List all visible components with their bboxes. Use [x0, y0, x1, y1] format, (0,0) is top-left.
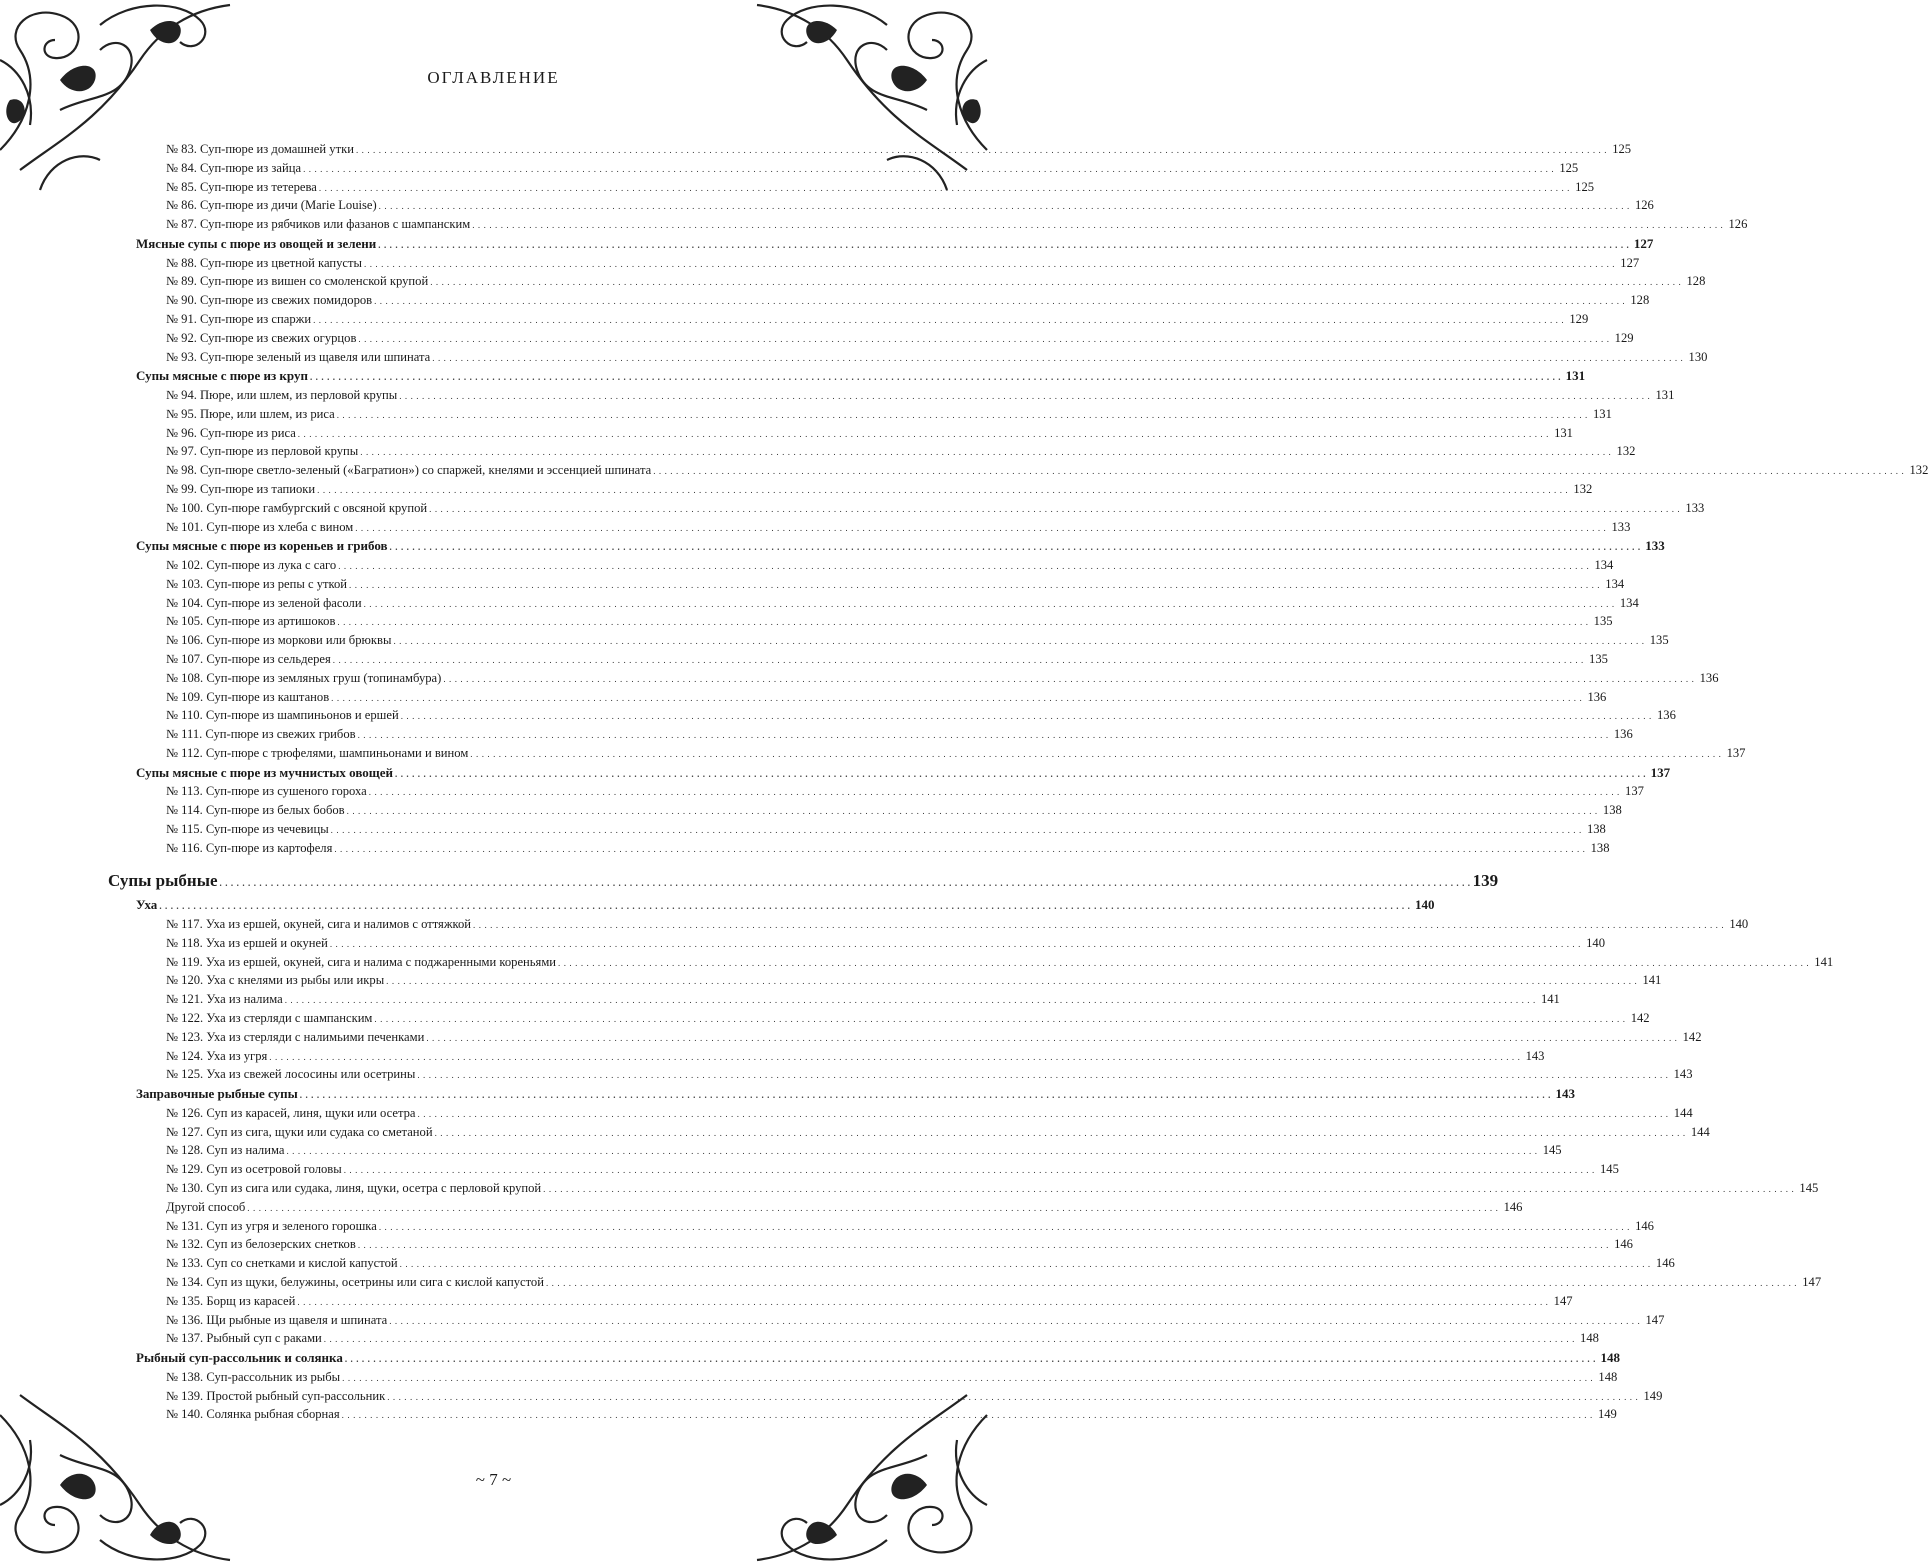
- toc-entry-title: № 131. Суп из угря и зеленого горошка: [166, 1218, 377, 1233]
- toc-entry-page: 138: [1586, 821, 1606, 836]
- toc-entry-title: № 114. Суп-пюре из белых бобов: [166, 803, 345, 818]
- toc-entry[interactable]: [108, 840, 1610, 860]
- toc-entry-title: № 126. Суп из карасей, линя, щуки или осетра: [166, 1105, 416, 1120]
- toc-entry-title: № 97. Суп-пюре из перловой крупы: [166, 444, 359, 459]
- toc-entry-title: № 95. Пюре, или шлем, из риса: [166, 406, 335, 421]
- toc-entry-page: 135: [1649, 633, 1669, 648]
- toc-entry-page: 129: [1569, 311, 1589, 326]
- toc-entry[interactable]: [108, 1331, 1599, 1350]
- dot-leader: . . . . . . . . . . . . . . . . . . . . . . . . . . . . . . . . . . . . . . . . . . . . . . . . . . . . . . . . . . . . . . . . . . . . . . . . . . . . . . . . . . . . . . . . . . . . . . . . . . . . . . . . . . . . . . . . . . . . . . . . . . . . . . . . . . . . . . . . . . . . . . . . . . . . . . . . . . . . . . . . . . . . . . . . . . . . . . . . . . . . . . . . . . . . . . . . . . . . . . . . . . . . . . . . . . . . . . . . . . . .: [355, 145, 1608, 155]
- dot-leader: . . . . . . . . . . . . . . . . . . . . . . . . . . . . . . . . . . . . . . . . . . . . . . . . . . . . . . . . . . . . . . . . . . . . . . . . . . . . . . . . . . . . . . . . . . . . . . . . . . . . . . . . . . . . . . . . . . . . . . . . . . . . . . . . . . . . . . . . . . . . . . . . . . . . . . . . . . . . . . . . . . . . . . . . . . . . . . . . . . . . . . . . . . . . . . . . . . . . . . . . . . . . . . . . . . . . . . . . . . . .: [430, 277, 1682, 288]
- toc-entry-page: 131: [1655, 387, 1675, 402]
- toc-entry[interactable]: [108, 198, 1654, 217]
- toc-entry-title: № 115. Суп-пюре из чечевицы: [166, 821, 329, 836]
- dot-leader: . . . . . . . . . . . . . . . . . . . . . . . . . . . . . . . . . . . . . . . . . . . . . . . . . . . . . . . . . . . . . . . . . . . . . . . . . . . . . . . . . . . . . . . . . . . . . . . . . . . . . . . . . . . . . . . . . . . . . . . . . . . . . . . . . . . . . . . . . . . . . . . . . . . . . . . . . . . . . . . . . . . . . . . . . . . . . . . . . . . . . . . . . . . . . . . . . . . . . . . . . . . . . . . . . . . . . . . . . . . .: [378, 201, 1630, 212]
- toc-entry-title: № 120. Уха с кнелями из рыбы или икры: [166, 973, 385, 988]
- toc-entry-page: 136: [1587, 689, 1607, 704]
- toc-section-heading[interactable]: [108, 368, 1586, 388]
- dot-leader: . . . . . . . . . . . . . . . . . . . . . . . . . . . . . . . . . . . . . . . . . . . . . . . . . . . . . . . . . . . . . . . . . . . . . . . . . . . . . . . . . . . . . . . . . . . . . . . . . . . . . . . . . . . . . . . . . . . . . . . . . . . . . . . . . . . . . . . . . . . . . . . . . . . . . . . . . . . . . . . . . . . . . . . . . . . . . . . . . . . . . . . . . . . . . . . . . . . . . . . . . . . . . . . . . . . . . . . . . . . .: [331, 692, 1583, 703]
- dot-leader: . . . . . . . . . . . . . . . . . . . . . . . . . . . . . . . . . . . . . . . . . . . . . . . . . . . . . . . . . . . . . . . . . . . . . . . . . . . . . . . . . . . . . . . . . . . . . . . . . . . . . . . . . . . . . . . . . . . . . . . . . . . . . . . . . . . . . . . . . . . . . . . . . . . . . . . . . . . . . . . . . . . . . . . . . . . . . . . . . . . . . . . . . . . . . . . . . . . . . . . . . . . . . . . . . . . . . . . . . . . .: [432, 352, 1684, 363]
- toc-entry[interactable]: [108, 708, 1676, 727]
- toc-entry[interactable]: [108, 821, 1606, 841]
- toc-entry[interactable]: [108, 1048, 1545, 1068]
- toc-entry[interactable]: [108, 1275, 1822, 1294]
- toc-entry-title: Супы рыбные: [108, 871, 218, 891]
- toc-entry[interactable]: [108, 1124, 1710, 1144]
- toc-entry-title: № 137. Рыбный суп с раками: [166, 1331, 322, 1346]
- toc-entry-page: 148: [1598, 1369, 1618, 1384]
- toc-entry[interactable]: [108, 689, 1607, 709]
- dot-leader: . . . . . . . . . . . . . . . . . . . . . . . . . . . . . . . . . . . . . . . . . . . . . . . . . . . . . . . . . . . . . . . . . . . . . . . . . . . . . . . . . . . . . . . . . . . . . . . . . . . . . . . . . . . . . . . . . . . . . . . . . . . . . . . . . . . . . . . . . . . . . . . . . . . . . . . . . . . . . . . . . . . . . . . . . . . . . . . . . . . . . . . . . . . . . . . . . . . . . . . . . . . . . . . . . . . . . . . . . . . .: [358, 333, 1610, 344]
- toc-entry-page: 145: [1542, 1143, 1562, 1158]
- toc-entry[interactable]: [108, 1011, 1650, 1030]
- toc-entry-page: 125: [1559, 160, 1579, 175]
- toc-entry-title: № 113. Суп-пюре из сушеного гороха: [166, 784, 367, 799]
- toc-entry-title: № 136. Щи рыбные из щавеля и шпината: [166, 1312, 388, 1327]
- toc-entry-page: 130: [1688, 349, 1708, 364]
- toc-entry[interactable]: [108, 973, 1662, 992]
- toc-entry[interactable]: [108, 1237, 1633, 1256]
- toc-entry-page: 134: [1619, 595, 1639, 610]
- toc-entry-page: 145: [1799, 1181, 1819, 1196]
- toc-entry-page: 135: [1589, 651, 1608, 666]
- toc-entry-page: 127: [1620, 255, 1640, 270]
- dot-leader: . . . . . . . . . . . . . . . . . . . . . . . . . . . . . . . . . . . . . . . . . . . . . . . . . . . . . . . . . . . . . . . . . . . . . . . . . . . . . . . . . . . . . . . . . . . . . . . . . . . . . . . . . . . . . . . . . . . . . . . . . . . . . . . . . . . . . . . . . . . . . . . . . . . . . . . . . . . . . . . . . . . . . . . . . . . . . . . . . . . . . . . . . . . . . . . . . . . . . . . . . . . . . . . . . . . . . . . . . . . .: [346, 806, 1598, 817]
- toc-entry[interactable]: [108, 633, 1669, 652]
- toc-entry-page: 125: [1575, 179, 1595, 194]
- toc-entry-page: 132: [1909, 463, 1928, 478]
- toc-entry-title: Супы мясные с пюре из круп: [136, 368, 308, 384]
- toc-entry[interactable]: [108, 349, 1708, 369]
- dot-leader: . . . . . . . . . . . . . . . . . . . . . . . . . . . . . . . . . . . . . . . . . . . . . . . . . . . . . . . . . . . . . . . . . . . . . . . . . . . . . . . . . . . . . . . . . . . . . . . . . . . . . . . . . . . . . . . . . . . . . . . . . . . . . . . . . . . . . . . . . . . . . . . . . . . . . . . . . . . . . . . . . . . . . . . . . . . . . . . . . . . . . . . . . . . . . . . . . . . . . . . . . . . . . . . . . . . . . . . . . . . .: [360, 447, 1612, 458]
- toc-section-heading[interactable]: [108, 764, 1671, 785]
- toc-entry-title: № 119. Уха из ершей, окуней, сига и налима с поджаренными кореньями: [166, 954, 557, 969]
- toc-entry-title: № 102. Суп-пюре из лука с саго: [166, 557, 337, 572]
- toc-entry-title: № 109. Суп-пюре из каштанов: [166, 689, 330, 704]
- toc-entry-page: 128: [1630, 293, 1650, 308]
- dot-leader: . . . . . . . . . . . . . . . . . . . . . . . . . . . . . . . . . . . . . . . . . . . . . . . . . . . . . . . . . . . . . . . . . . . . . . . . . . . . . . . . . . . . . . . . . . . . . . . . . . . . . . . . . . . . . . . . . . . . . . . . . . . . . . . . . . . . . . . . . . . . . . . . . . . . . . . . . . . . . . . . . . . . . . . . . . . . . . . . . . . . . . . . . . . . . . . . . . . . . . . . . . . . . . . . . . . . . . . . . . . .: [389, 1315, 1641, 1326]
- toc-entry[interactable]: [108, 935, 1605, 955]
- toc-entry-title: № 129. Суп из осетровой головы: [166, 1162, 342, 1177]
- dot-leader: . . . . . . . . . . . . . . . . . . . . . . . . . . . . . . . . . . . . . . . . . . . . . . . . . . . . . . . . . . . . . . . . . . . . . . . . . . . . . . . . . . . . . . . . . . . . . . . . . . . . . . . . . . . . . . . . . . . . . . . . . . . . . . . . . . . . . . . . . . . . . . . . . . . . . . . . . . . . . . . . . . . . . . . . . . . . . . . . . . . . . . . . . . . . . . . . . . . . . . . . . . . . . . . . . . . . . . . . . . . .: [309, 372, 1562, 383]
- toc-entry-page: 132: [1616, 444, 1636, 459]
- toc-entry[interactable]: [108, 1105, 1693, 1125]
- toc-entry-title: № 94. Пюре, или шлем, из перловой крупы: [166, 387, 398, 402]
- toc-entry-title: № 122. Уха из стерляди с шампанским: [166, 1011, 373, 1026]
- dot-leader: . . . . . . . . . . . . . . . . . . . . . . . . . . . . . . . . . . . . . . . . . . . . . . . . . . . . . . . . . . . . . . . . . . . . . . . . . . . . . . . . . . . . . . . . . . . . . . . . . . . . . . . . . . . . . . . . . . . . . . . . . . . . . . . . . . . . . . . . . . . . . . . . . . . . . . . . . . . . . . . . . . . . . . . . . . . . . . . . . . . . . . . . . . . . . . . . . . . . . . . . . . . . . . . . . . . . . . . . . . . .: [472, 220, 1724, 231]
- toc-entry-page: 141: [1540, 992, 1560, 1007]
- toc-entry-page: 134: [1594, 557, 1614, 572]
- toc-entry-title: Уха: [136, 897, 158, 913]
- toc-entry[interactable]: [108, 727, 1633, 746]
- toc-entry-page: 142: [1682, 1029, 1702, 1044]
- toc-entry[interactable]: [108, 500, 1705, 520]
- toc-entry-page: 142: [1630, 1011, 1650, 1026]
- toc-entry-title: № 104. Суп-пюре из зеленой фасоли: [166, 595, 362, 610]
- toc-entry-title: № 99. Суп-пюре из тапиоки: [166, 481, 316, 496]
- toc-entry-page: 136: [1699, 670, 1719, 685]
- dot-leader: . . . . . . . . . . . . . . . . . . . . . . . . . . . . . . . . . . . . . . . . . . . . . . . . . . . . . . . . . . . . . . . . . . . . . . . . . . . . . . . . . . . . . . . . . . . . . . . . . . . . . . . . . . . . . . . . . . . . . . . . . . . . . . . . . . . . . . . . . . . . . . . . . . . . . . . . . . . . . . . . . . . . . . . . . . . . . . . . . . . . . . . . . . . . . . . . . . . . . . . . . . . . . . . . . . . . . . . . . . . .: [332, 654, 1584, 665]
- toc-entry-page: 148: [1600, 1350, 1620, 1366]
- toc-entry[interactable]: [108, 311, 1589, 331]
- toc-entry[interactable]: [108, 160, 1579, 180]
- toc-entry-page: 144: [1690, 1124, 1710, 1139]
- toc-entry-title: № 84. Суп-пюре из зайца: [166, 160, 302, 175]
- page-number: ~ 7 ~: [475, 1470, 512, 1489]
- toc-entry-page: 137: [1625, 784, 1644, 799]
- toc-entry-title: № 91. Суп-пюре из спаржи: [166, 311, 312, 326]
- dot-leader: . . . . . . . . . . . . . . . . . . . . . . . . . . . . . . . . . . . . . . . . . . . . . . . . . . . . . . . . . . . . . . . . . . . . . . . . . . . . . . . . . . . . . . . . . . . . . . . . . . . . . . . . . . . . . . . . . . . . . . . . . . . . . . . . . . . . . . . . . . . . . . . . . . . . . . . . . . . . . . . . . . . . . . . . . . . . . . . . . . . . . . . . . . . . . . . . . . . . . . . . . . . . . . . . . . . . . . . . . . . .: [297, 428, 1549, 439]
- dot-leader: . . . . . . . . . . . . . . . . . . . . . . . . . . . . . . . . . . . . . . . . . . . . . . . . . . . . . . . . . . . . . . . . . . . . . . . . . . . . . . . . . . . . . . . . . . . . . . . . . . . . . . . . . . . . . . . . . . . . . . . . . . . . . . . . . . . . . . . . . . . . . . . . . . . . . . . . . . . . . . . . . . . . . . . . . . . . . . . . . . . . . . . . . . . . . . . . . . . . . . . . . . . . . . . . . . . . . . . . . . . .: [357, 1240, 1609, 1251]
- toc-entry-title: № 118. Уха из ершей и окуней: [166, 935, 328, 950]
- dot-leader: . . . . . . . . . . . . . . . . . . . . . . . . . . . . . . . . . . . . . . . . . . . . . . . . . . . . . . . . . . . . . . . . . . . . . . . . . . . . . . . . . . . . . . . . . . . . . . . . . . . . . . . . . . . . . . . . . . . . . . . . . . . . . . . . . . . . . . . . . . . . . . . . . . . . . . . . . . . . . . . . . . . . . . . . . . . . . . . . . . . . . . . . . . . . . . . . . . . . . . . . . . . . . . . . . . . . . . . . . . . .: [378, 1221, 1630, 1232]
- dot-leader: . . . . . . . . . . . . . . . . . . . . . . . . . . . . . . . . . . . . . . . . . . . . . . . . . . . . . . . . . . . . . . . . . . . . . . . . . . . . . . . . . . . . . . . . . . . . . . . . . . . . . . . . . . . . . . . . . . . . . . . . . . . . . . . . . . . . . . . . . . . . . . . . . . . . . . . . . . . . . . . . . . . . . . . . . . . . . . . . . . . . . . . . . . . . . . . . . . . . . . . . . . . . . . . . . . . . . . . . . . . .: [330, 824, 1582, 835]
- toc-entry-page: 135: [1593, 614, 1613, 629]
- toc-entry-title: № 98. Суп-пюре светло-зеленый («Багратион») со спаржей, кнелями и эссенцией шпината: [166, 463, 652, 478]
- toc-entry-title: № 133. Суп со снетками и кислой капустой: [166, 1256, 398, 1271]
- toc-entry[interactable]: [108, 1312, 1665, 1332]
- toc-entry-title: № 88. Суп-пюре из цветной капусты: [166, 255, 362, 270]
- toc-entry-page: 133: [1645, 538, 1665, 554]
- toc-entry-title: № 121. Уха из налима: [166, 992, 283, 1007]
- toc-entry[interactable]: [108, 406, 1612, 426]
- toc-entry-page: 132: [1573, 481, 1593, 496]
- toc-entry[interactable]: [108, 1199, 1523, 1219]
- toc-entry[interactable]: [108, 293, 1650, 312]
- dot-leader: . . . . . . . . . . . . . . . . . . . . . . . . . . . . . . . . . . . . . . . . . . . . . . . . . . . . . . . . . . . . . . . . . . . . . . . . . . . . . . . . . . . . . . . . . . . . . . . . . . . . . . . . . . . . . . . . . . . . . . . . . . . . . . . . . . . . . . . . . . . . . . . . . . . . . . . . . . . . . . . . . . . . . . . . . . . . . . . . . . . . . . . . . . . . . . . . . . . . . . . . . . . . . . . . . . . . . . . . . . . .: [317, 484, 1569, 495]
- dot-leader: . . . . . . . . . . . . . . . . . . . . . . . . . . . . . . . . . . . . . . . . . . . . . . . . . . . . . . . . . . . . . . . . . . . . . . . . . . . . . . . . . . . . . . . . . . . . . . . . . . . . . . . . . . . . . . . . . . . . . . . . . . . . . . . . . . . . . . . . . . . . . . . . . . . . . . . . . . . . . . . . . . . . . . . . . . . . . . . . . . . . . . . . . . . . . . . . . . . . . . . . . . . . . . . . . . . . . . . . . . . .: [386, 976, 1638, 987]
- toc-entry[interactable]: [108, 330, 1634, 350]
- toc-entry-title: № 93. Суп-пюре зеленый из щавеля или шпината: [166, 349, 431, 364]
- toc-entry[interactable]: [108, 595, 1639, 615]
- dot-leader: . . . . . . . . . . . . . . . . . . . . . . . . . . . . . . . . . . . . . . . . . . . . . . . . . . . . . . . . . . . . . . . . . . . . . . . . . . . . . . . . . . . . . . . . . . . . . . . . . . . . . . . . . . . . . . . . . . . . . . . . . . . . . . . . . . . . . . . . . . . . . . . . . . . . . . . . . . . . . . . . . . . . . . . . . . . . . . . . . . . . . . . . . . . . . . . . . . . . . . . . . . . . . . . . . . . . . . . . . . . .: [429, 503, 1681, 514]
- toc-entry-title: № 87. Суп-пюре из рябчиков или фазанов с шампанским: [166, 217, 471, 232]
- toc-entry[interactable]: [108, 1029, 1702, 1049]
- toc-chapter-heading[interactable]: [108, 871, 1499, 897]
- dot-leader: . . . . . . . . . . . . . . . . . . . . . . . . . . . . . . . . . . . . . . . . . . . . . . . . . . . . . . . . . . . . . . . . . . . . . . . . . . . . . . . . . . . . . . . . . . . . . . . . . . . . . . . . . . . . . . . . . . . . . . . . . . . . . . . . . . . . . . . . . . . . . . . . . . . . . . . . . . . . . . . . . . . . . . . . . . . . . . . . . . . . . . . . . . . . . . . . . . . . . . . . . . . . . . . . . . . . . . . . . . . .: [284, 995, 1536, 1006]
- dot-leader: . . . . . . . . . . . . . . . . . . . . . . . . . . . . . . . . . . . . . . . . . . . . . . . . . . . . . . . . . . . . . . . . . . . . . . . . . . . . . . . . . . . . . . . . . . . . . . . . . . . . . . . . . . . . . . . . . . . . . . . . . . . . . . . . . . . . . . . . . . . . . . . . . . . . . . . . . . . . . . . . . . . . . . . . . . . . . . . . . . . . . . . . . . . . . . . . . . . . . . . . . . . . . . . . . . . . . . . . . . . .: [318, 182, 1571, 193]
- toc-section-heading[interactable]: [108, 1086, 1575, 1106]
- toc-entry-page: 141: [1814, 954, 1834, 969]
- toc-entry-page: 136: [1613, 727, 1633, 742]
- toc-entry[interactable]: [108, 651, 1608, 671]
- toc-entry-title: Супы мясные с пюре из мучнистых овощей: [136, 764, 393, 780]
- toc-entry[interactable]: [108, 1181, 1819, 1200]
- toc-entry[interactable]: [108, 992, 1560, 1011]
- toc-entry-title: № 108. Суп-пюре из земляных груш (топинамбура): [166, 670, 442, 685]
- dot-leader: . . . . . . . . . . . . . . . . . . . . . . . . . . . . . . . . . . . . . . . . . . . . . . . . . . . . . . . . . . . . . . . . . . . . . . . . . . . . . . . . . . . . . . . . . . . . . . . . . . . . . . . . . . . . . . . . . . . . . . . . . . . . . . . . . . . . . . . . . . . . . . . . . . . . . . . . . . . . . . . . . . . . . . . . . . . . . . . . . . . . . . . . . . . . . . . . . . . . . . . . . . . . . . . . . . . . . . . . . . . .: [334, 843, 1586, 854]
- toc-entry-page: 149: [1597, 1407, 1617, 1422]
- toc-entry-page: 146: [1503, 1199, 1523, 1214]
- toc-entry-title: № 125. Уха из свежей лососины или осетрины: [166, 1067, 416, 1082]
- toc-entry-title: Рыбный суп-рассольник и солянка: [136, 1350, 343, 1366]
- toc-entry[interactable]: [108, 576, 1625, 596]
- dot-leader: . . . . . . . . . . . . . . . . . . . . . . . . . . . . . . . . . . . . . . . . . . . . . . . . . . . . . . . . . . . . . . . . . . . . . . . . . . . . . . . . . . . . . . . . . . . . . . . . . . . . . . . . . . . . . . . . . . . . . . . . . . . . . . . . . . . . . . . . . . . . . . . . . . . . . . . . . . . . . . . . . . . . . . . . . . . . . . . . . . . . . . . . . . . . . . . . . . . . . . . . . . . . . . . . . . . . . . . . . . . .: [313, 314, 1565, 325]
- toc-entry-page: 138: [1590, 840, 1610, 855]
- toc-section-heading[interactable]: [108, 897, 1435, 917]
- dot-leader: . . . . . . . . . . . . . . . . . . . . . . . . . . . . . . . . . . . . . . . . . . . . . . . . . . . . . . . . . . . . . . . . . . . . . . . . . . . . . . . . . . . . . . . . . . . . . . . . . . . . . . . . . . . . . . . . . . . . . . . . . . . . . . . . . . . . . . . . . . . . . . . . . . . . . . . . . . . . . . . . . . . . . . . . . . . . . . . . . . . . . . . . . . . . . . . . . . . . . . . . . . . . . . . . . . . . . . . . . . . .: [374, 1014, 1626, 1025]
- toc-entry-page: 140: [1586, 935, 1605, 950]
- toc-entry-page: 138: [1602, 803, 1622, 818]
- toc-entry-title: № 92. Суп-пюре из свежих огурцов: [166, 330, 357, 345]
- toc-entry-page: 125: [1612, 142, 1632, 156]
- dot-leader: . . . . . . . . . . . . . . . . . . . . . . . . . . . . . . . . . . . . . . . . . . . . . . . . . . . . . . . . . . . . . . . . . . . . . . . . . . . . . . . . . . . . . . . . . . . . . . . . . . . . . . . . . . . . . . . . . . . . . . . . . . . . . . . . . . . . . . . . . . . . . . . . . . . . . . . . . . . . . . . . . . . . . . . . . . . . . . . . . . . . . . . . . . . . . . . . . . . . . . . . . . . . . . . . . . . . . . . . . . . .: [357, 730, 1609, 741]
- toc-entry-title: № 90. Суп-пюре из свежих помидоров: [166, 293, 373, 308]
- toc-entry-title: № 85. Суп-пюре из тетерева: [166, 179, 317, 194]
- dot-leader: . . . . . . . . . . . . . . . . . . . . . . . . . . . . . . . . . . . . . . . . . . . . . . . . . . . . . . . . . . . . . . . . . . . . . . . . . . . . . . . . . . . . . . . . . . . . . . . . . . . . . . . . . . . . . . . . . . . . . . . . . . . . . . . . . . . . . . . . . . . . . . . . . . . . . . . . . . . . . . . . . . . . . . . . . . . . . . . . . . . . . . . . . . . . . . . . . . . . . . . . . . . . . . . . . . . . . . . . . . . .: [269, 1051, 1521, 1062]
- dot-leader: . . . . . . . . . . . . . . . . . . . . . . . . . . . . . . . . . . . . . . . . . . . . . . . . . . . . . . . . . . . . . . . . . . . . . . . . . . . . . . . . . . . . . . . . . . . . . . . . . . . . . . . . . . . . . . . . . . . . . . . . . . . . . . . . . . . . . . . . . . . . . . . . . . . . . . . . . . . . . . . . . . . . . . . . . . . . . . . . . . . . . . . . . . . . . . . . . . . . . . . . . . . . . . . . . . . . . . . . . . . .: [341, 1410, 1593, 1421]
- toc-entry-title: № 127. Суп из сига, щуки или судака со сметаной: [166, 1124, 433, 1139]
- toc-entry[interactable]: [108, 142, 1632, 161]
- dot-leader: . . . . . . . . . . . . . . . . . . . . . . . . . . . . . . . . . . . . . . . . . . . . . . . . . . . . . . . . . . . . . . . . . . . . . . . . . . . . . . . . . . . . . . . . . . . . . . . . . . . . . . . . . . . . . . . . . . . . . . . . . . . . . . . . . . . . . . . . . . . . . . . . . . . . . . . . . . . . . . . . . . . . . . . . . . . . . . . . . . . . . . . . . . . . . . . . . . . . . . . . . . . . . . . . . . . . . . . . . . . .: [159, 901, 1411, 912]
- toc-entry-page: 147: [1645, 1312, 1665, 1327]
- toc-entry[interactable]: [108, 217, 1748, 236]
- toc-entry[interactable]: [108, 1143, 1562, 1162]
- toc-entry-title: № 116. Суп-пюре из картофеля: [166, 840, 333, 855]
- toc-entry-title: № 134. Суп из щуки, белужины, осетрины или сига с кислой капустой: [166, 1275, 544, 1289]
- dot-leader: . . . . . . . . . . . . . . . . . . . . . . . . . . . . . . . . . . . . . . . . . . . . . . . . . . . . . . . . . . . . . . . . . . . . . . . . . . . . . . . . . . . . . . . . . . . . . . . . . . . . . . . . . . . . . . . . . . . . . . . . . . . . . . . . . . . . . . . . . . . . . . . . . . . . . . . . . . . . . . . . . . . . . . . . . . . . . . . . . . . . . . . . . . . . . . . . . . . . . . . . . . . . . . . . . . . . . . . . . . . .: [342, 1372, 1594, 1383]
- table-of-contents: [108, 142, 1928, 1426]
- toc-entry-title: № 112. Суп-пюре с трюфелями, шампиньонами и вином: [166, 745, 469, 760]
- toc-entry-title: № 103. Суп-пюре из репы с уткой: [166, 576, 348, 591]
- toc-entry-title: Заправочные рыбные супы: [136, 1086, 298, 1102]
- toc-entry-page: 145: [1599, 1162, 1619, 1177]
- toc-entry[interactable]: [108, 745, 1746, 765]
- toc-entry-page: 131: [1554, 425, 1573, 440]
- dot-leader: . . . . . . . . . . . . . . . . . . . . . . . . . . . . . . . . . . . . . . . . . . . . . . . . . . . . . . . . . . . . . . . . . . . . . . . . . . . . . . . . . . . . . . . . . . . . . . . . . . . . . . . . . . . . . . . . . . . . . . . . . . . . . . . . . . . . . . . . . . . . . . . . . . . . . . . . . . . . . . . . . . . . . . . . . . . . . . . . . . . . . . . . . . . . . . . . . . . . . . . . . . . . . . . . . . . . . . . . . . . .: [336, 409, 1588, 420]
- toc-entry-title: № 123. Уха из стерляди с налимьими печенками: [166, 1029, 425, 1044]
- dot-leader: . . . . . . . . . . . . . . . . . . . . . . . . . . . . . . . . . . . . . . . . . . . . . . . . . . . . . . . . . . . . . . . . . . . . . . . . . . . . . . . . . . . . . . . . . . . . . . . . . . . . . . . . . . . . . . . . . . . . . . . . . . . . . . . . . . . . . . . . . . . . . . . . . . . . . . . . . . . . . . . . . . . . . . . . . . . . . . . . . . . . . . . . . . . . . . . . . . . . . . . . . . . . . . . . . . . . . . . . . . . .: [558, 957, 1810, 968]
- toc-entry-page: 149: [1643, 1388, 1663, 1403]
- toc-entry-title: № 139. Простой рыбный суп-рассольник: [166, 1388, 386, 1403]
- toc-entry-page: 147: [1553, 1293, 1573, 1308]
- dot-leader: . . . . . . . . . . . . . . . . . . . . . . . . . . . . . . . . . . . . . . . . . . . . . . . . . . . . . . . . . . . . . . . . . . . . . . . . . . . . . . . . . . . . . . . . . . . . . . . . . . . . . . . . . . . . . . . . . . . . . . . . . . . . . . . . . . . . . . . . . . . . . . . . . . . . . . . . . . . . . . . . . . . . . . . . . . . . . . . . . . . . . . . . . . . . . . . . . . . . . . . . . . . . . . . . . . . . . . . . . . . .: [355, 522, 1607, 533]
- dot-leader: . . . . . . . . . . . . . . . . . . . . . . . . . . . . . . . . . . . . . . . . . . . . . . . . . . . . . . . . . . . . . . . . . . . . . . . . . . . . . . . . . . . . . . . . . . . . . . . . . . . . . . . . . . . . . . . . . . . . . . . . . . . . . . . . . . . . . . . . . . . . . . . . . . . . . . . . . . . . . . . . . . . . . . . . . . . . . . . . . . . . . . . . . . . . . . . . . . . . . . . . . . . . . . . . . . . . . . . . . . . .: [470, 748, 1722, 759]
- toc-entry-page: 129: [1614, 330, 1634, 345]
- toc-entry-page: 126: [1634, 198, 1654, 213]
- dot-leader: . . . . . . . . . . . . . . . . . . . . . . . . . . . . . . . . . . . . . . . . . . . . . . . . . . . . . . . . . . . . . . . . . . . . . . . . . . . . . . . . . . . . . . . . . . . . . . . . . . . . . . . . . . . . . . . . . . . . . . . . . . . . . . . . . . . . . . . . . . . . . . . . . . . . . . . . . . . . . . . . . . . . . . . . . . . . . . . . . . . . . . . . . . . . . . . . . . . . . . . . . . . . . . . . . . . . . . . . . . . .: [299, 1090, 1551, 1101]
- toc-entry-page: 143: [1555, 1086, 1575, 1102]
- toc-entry-page: 147: [1802, 1275, 1822, 1289]
- dot-leader: . . . . . . . . . . . . . . . . . . . . . . . . . . . . . . . . . . . . . . . . . . . . . . . . . . . . . . . . . . . . . . . . . . . . . . . . . . . . . . . . . . . . . . . . . . . . . . . . . . . . . . . . . . . . . . . . . . . . . . . . . . . . . . . . . . . . . . . . . . . . . . . . . . . . . . . . . . . . . . . . . . . . . . . . . . . . . . . . . . . . . . . . . . . . . . . . . . . . . . . . . . . . . . . . . . . . . . . . . . . .: [363, 598, 1615, 609]
- toc-entry[interactable]: [108, 425, 1573, 445]
- dot-leader: . . . . . . . . . . . . . . . . . . . . . . . . . . . . . . . . . . . . . . . . . . . . . . . . . . . . . . . . . . . . . . . . . . . . . . . . . . . . . . . . . . . . . . . . . . . . . . . . . . . . . . . . . . . . . . . . . . . . . . . . . . . . . . . . . . . . . . . . . . . . . . . . . . . . . . . . . . . . . . . . . . . . . . . . . . . . . . . . . . . . . . . . . . . . . . . . . . . . . . . . . . . . . . . . . . . . . . . . . . . .: [434, 1127, 1686, 1138]
- toc-entry-page: 133: [1685, 500, 1705, 515]
- dot-leader: . . . . . . . . . . . . . . . . . . . . . . . . . . . . . . . . . . . . . . . . . . . . . . . . . . . . . . . . . . . . . . . . . . . . . . . . . . . . . . . . . . . . . . . . . . . . . . . . . . . . . . . . . . . . . . . . . . . . . . . . . . . . . . . . . . . . . . . . . . . . . . . . . . . . . . . . . . . . . . . . . . . . . . . . . . . . . . . . . . . . . . . . . . . . . . . . . . . . . . . . . . . . . . . . . . . . . . . . . . . .: [338, 560, 1590, 571]
- dot-leader: . . . . . . . . . . . . . . . . . . . . . . . . . . . . . . . . . . . . . . . . . . . . . . . . . . . . . . . . . . . . . . . . . . . . . . . . . . . . . . . . . . . . . . . . . . . . . . . . . . . . . . . . . . . . . . . . . . . . . . . . . . . . . . . . . . . . . . . . . . . . . . . . . . . . . . . . . . . . . . . . . . . . . . . . . . . . . . . . . . . . . . . . . . . . . . . . . . . . . . . . . . . . . . . . . . . . . . . . . . . .: [374, 296, 1626, 307]
- toc-entry-title: Супы мясные с пюре из кореньев и грибов: [136, 538, 388, 554]
- toc-entry[interactable]: [108, 954, 1834, 974]
- toc-entry[interactable]: [108, 481, 1593, 501]
- toc-entry-title: Другой способ: [166, 1199, 246, 1214]
- dot-leader: . . . . . . . . . . . . . . . . . . . . . . . . . . . . . . . . . . . . . . . . . . . . . . . . . . . . . . . . . . . . . . . . . . . . . . . . . . . . . . . . . . . . . . . . . . . . . . . . . . . . . . . . . . . . . . . . . . . . . . . . . . . . . . . . . . . . . . . . . . . . . . . . . . . . . . . . . . . . . . . . . . . . . . . . . . . . . . . . . . . . . . . . . . . . . . . . . . . . . . . . . . . . . . . . . . . . . . . . . . . .: [343, 1165, 1595, 1176]
- toc-entry[interactable]: [108, 1218, 1654, 1238]
- dot-leader: . . . . . . . . . . . . . . . . . . . . . . . . . . . . . . . . . . . . . . . . . . . . . . . . . . . . . . . . . . . . . . . . . . . . . . . . . . . . . . . . . . . . . . . . . . . . . . . . . . . . . . . . . . . . . . . . . . . . . . . . . . . . . . . . . . . . . . . . . . . . . . . . . . . . . . . . . . . . . . . . . . . . . . . . . . . . . . . . . . . . . . . . . . . . . . . . . . . . . . . . . . . . . . . . . . . . . . . . . . . .: [417, 1070, 1669, 1081]
- toc-entry-page: 146: [1614, 1237, 1633, 1252]
- dot-leader: . . . . . . . . . . . . . . . . . . . . . . . . . . . . . . . . . . . . . . . . . . . . . . . . . . . . . . . . . . . . . . . . . . . . . . . . . . . . . . . . . . . . . . . . . . . . . . . . . . . . . . . . . . . . . . . . . . . . . . . . . . . . . . . . . . . . . . . . . . . . . . . . . . . . . . . . . . . . . . . . . . . . . . . . . . . . . . . . . . . . . . . . . . . . . . . . . . . . . . . . . . . . . . . . . . . . . . . . . . . .: [329, 938, 1581, 949]
- dot-leader: . . . . . . . . . . . . . . . . . . . . . . . . . . . . . . . . . . . . . . . . . . . . . . . . . . . . . . . . . . . . . . . . . . . . . . . . . . . . . . . . . . . . . . . . . . . . . . . . . . . . . . . . . . . . . . . . . . . . . . . . . . . . . . . . . . . . . . . . . . . . . . . . . . . . . . . . . . . . . . . . . . . . . . . . . . . . . . . . . . . . . . . . . . . . . . . . . . . . . . . . . . . . . . . . . . . . . . . . . . . .: [653, 466, 1905, 477]
- dot-leader: . . . . . . . . . . . . . . . . . . . . . . . . . . . . . . . . . . . . . . . . . . . . . . . . . . . . . . . . . . . . . . . . . . . . . . . . . . . . . . . . . . . . . . . . . . . . . . . . . . . . . . . . . . . . . . . . . . . . . . . . . . . . . . . . . . . . . . . . . . . . . . . . . . . . . . . . . . . . . . . . . . . . . . . . . . . . . . . . . . . . . . . . . . . . . . . . . . . . . . . . . . . . . . . . . . . . . . . . . . . .: [368, 787, 1620, 798]
- toc-entry-page: 148: [1580, 1331, 1599, 1346]
- toc-entry-title: № 105. Суп-пюре из артишоков: [166, 614, 336, 629]
- toc-entry-page: 144: [1673, 1105, 1693, 1120]
- dot-leader: . . . . . . . . . . . . . . . . . . . . . . . . . . . . . . . . . . . . . . . . . . . . . . . . . . . . . . . . . . . . . . . . . . . . . . . . . . . . . . . . . . . . . . . . . . . . . . . . . . . . . . . . . . . . . . . . . . . . . . . . . . . . . . . . . . . . . . . . . . . . . . . . . . . . . . . . . . . . . . . . . . . . . . . . . . . . . . . . . . . . . . . . . . . . . . . . . . . . . . . . . . . . . . . . . . . . . . . . . . . .: [337, 617, 1589, 628]
- toc-entry[interactable]: [108, 444, 1636, 463]
- toc-entry[interactable]: [108, 274, 1706, 293]
- toc-entry[interactable]: [108, 1162, 1619, 1181]
- dot-leader: . . . . . . . . . . . . . . . . . . . . . . . . . . . . . . . . . . . . . . . . . . . . . . . . . . . . . . . . . . . . . . . . . . . . . . . . . . . . . . . . . . . . . . . . . . . . . . . . . . . . . . . . . . . . . . . . . . . . . . . . . . . . . . . . . . . . . . . . . . . . . . . . . . . . . . . . . . . . . . . . . . . . . . . . . . . . . . . . . . . . . . . . . . . . . . . . . . . . . . . . . . . . . . . . . . . . . . . . . . . .: [286, 1146, 1538, 1157]
- toc-section-heading[interactable]: [108, 235, 1654, 256]
- toc-entry-title: № 132. Суп из белозерских снетков: [166, 1237, 356, 1252]
- toc-entry-title: № 138. Суп-рассольник из рыбы: [166, 1369, 341, 1384]
- toc-entry-page: 146: [1655, 1256, 1675, 1271]
- toc-entry-page: 128: [1686, 274, 1706, 289]
- toc-entry[interactable]: [108, 1067, 1693, 1086]
- dot-leader: . . . . . . . . . . . . . . . . . . . . . . . . . . . . . . . . . . . . . . . . . . . . . . . . . . . . . . . . . . . . . . . . . . . . . . . . . . . . . . . . . . . . . . . . . . . . . . . . . . . . . . . . . . . . . . . . . . . . . . . . . . . . . . . . . . . . . . . . . . . . . . . . . . . . . . . . . . . . . . . . . . . . . . . . . . . . . . . . . . . . . . . . . . . . . . . . . . . . . . . . . . . . . . . . . . . . . . . . . . . .: [389, 542, 1641, 553]
- toc-entry-title: № 89. Суп-пюре из вишен со смоленской крупой: [166, 274, 429, 289]
- dot-leader: . . . . . . . . . . . . . . . . . . . . . . . . . . . . . . . . . . . . . . . . . . . . . . . . . . . . . . . . . . . . . . . . . . . . . . . . . . . . . . . . . . . . . . . . . . . . . . . . . . . . . . . . . . . . . . . . . . . . . . . . . . . . . . . . . . . . . . . . . . . . . . . . . . . . . . . . . . . . . . . . . . . . . . . . . . . . . . . . . . . . . . . . . . . . . . . . . . . . . . . . . . . . . . . . . . . . . . . . . . . .: [364, 258, 1616, 269]
- dot-leader: . . . . . . . . . . . . . . . . . . . . . . . . . . . . . . . . . . . . . . . . . . . . . . . . . . . . . . . . . . . . . . . . . . . . . . . . . . . . . . . . . . . . . . . . . . . . . . . . . . . . . . . . . . . . . . . . . . . . . . . . . . . . . . . . . . . . . . . . . . . . . . . . . . . . . . . . . . . . . . . . . . . . . . . . . . . . . . . . . . . . . . . . . . . . . . . . . . . . . . . . . . . . . . . . . . . . . . . . . . . .: [219, 878, 1471, 889]
- dot-leader: . . . . . . . . . . . . . . . . . . . . . . . . . . . . . . . . . . . . . . . . . . . . . . . . . . . . . . . . . . . . . . . . . . . . . . . . . . . . . . . . . . . . . . . . . . . . . . . . . . . . . . . . . . . . . . . . . . . . . . . . . . . . . . . . . . . . . . . . . . . . . . . . . . . . . . . . . . . . . . . . . . . . . . . . . . . . . . . . . . . . . . . . . . . . . . . . . . . . . . . . . . . . . . . . . . . . . . . . . . . .: [349, 579, 1601, 590]
- toc-entry-title: № 96. Суп-пюре из риса: [166, 425, 296, 440]
- toc-entry[interactable]: [108, 255, 1640, 275]
- toc-entry-page: 136: [1656, 708, 1676, 723]
- dot-leader: . . . . . . . . . . . . . . . . . . . . . . . . . . . . . . . . . . . . . . . . . . . . . . . . . . . . . . . . . . . . . . . . . . . . . . . . . . . . . . . . . . . . . . . . . . . . . . . . . . . . . . . . . . . . . . . . . . . . . . . . . . . . . . . . . . . . . . . . . . . . . . . . . . . . . . . . . . . . . . . . . . . . . . . . . . . . . . . . . . . . . . . . . . . . . . . . . . . . . . . . . . . . . . . . . . . . . . . . . . . .: [393, 636, 1645, 647]
- toc-entry-page: 143: [1525, 1048, 1545, 1063]
- toc-entry-title: № 130. Суп из сига или судака, линя, щуки, осетра с перловой крупой: [166, 1181, 542, 1196]
- toc-entry-page: 126: [1728, 217, 1748, 232]
- dot-leader: . . . . . . . . . . . . . . . . . . . . . . . . . . . . . . . . . . . . . . . . . . . . . . . . . . . . . . . . . . . . . . . . . . . . . . . . . . . . . . . . . . . . . . . . . . . . . . . . . . . . . . . . . . . . . . . . . . . . . . . . . . . . . . . . . . . . . . . . . . . . . . . . . . . . . . . . . . . . . . . . . . . . . . . . . . . . . . . . . . . . . . . . . . . . . . . . . . . . . . . . . . . . . . . . . . . . . . . . . . . .: [344, 1354, 1596, 1365]
- toc-entry-page: 146: [1635, 1218, 1654, 1233]
- toc-entry-page: 141: [1642, 973, 1662, 988]
- toc-entry[interactable]: [108, 179, 1595, 199]
- toc-entry-page: 131: [1565, 368, 1586, 384]
- toc-entry[interactable]: [108, 463, 1928, 482]
- toc-section-heading[interactable]: [108, 1350, 1620, 1370]
- dot-leader: . . . . . . . . . . . . . . . . . . . . . . . . . . . . . . . . . . . . . . . . . . . . . . . . . . . . . . . . . . . . . . . . . . . . . . . . . . . . . . . . . . . . . . . . . . . . . . . . . . . . . . . . . . . . . . . . . . . . . . . . . . . . . . . . . . . . . . . . . . . . . . . . . . . . . . . . . . . . . . . . . . . . . . . . . . . . . . . . . . . . . . . . . . . . . . . . . . . . . . . . . . . . . . . . . . . . . . . . . . . .: [323, 1334, 1575, 1345]
- toc-entry-page: 137: [1650, 764, 1671, 780]
- toc-entry-title: № 100. Суп-пюре гамбургский с овсяной крупой: [166, 500, 428, 515]
- dot-leader: . . . . . . . . . . . . . . . . . . . . . . . . . . . . . . . . . . . . . . . . . . . . . . . . . . . . . . . . . . . . . . . . . . . . . . . . . . . . . . . . . . . . . . . . . . . . . . . . . . . . . . . . . . . . . . . . . . . . . . . . . . . . . . . . . . . . . . . . . . . . . . . . . . . . . . . . . . . . . . . . . . . . . . . . . . . . . . . . . . . . . . . . . . . . . . . . . . . . . . . . . . . . . . . . . . . . . . . . . . . .: [545, 1278, 1798, 1288]
- dot-leader: . . . . . . . . . . . . . . . . . . . . . . . . . . . . . . . . . . . . . . . . . . . . . . . . . . . . . . . . . . . . . . . . . . . . . . . . . . . . . . . . . . . . . . . . . . . . . . . . . . . . . . . . . . . . . . . . . . . . . . . . . . . . . . . . . . . . . . . . . . . . . . . . . . . . . . . . . . . . . . . . . . . . . . . . . . . . . . . . . . . . . . . . . . . . . . . . . . . . . . . . . . . . . . . . . . . . . . . . . . . .: [417, 1108, 1669, 1119]
- dot-leader: . . . . . . . . . . . . . . . . . . . . . . . . . . . . . . . . . . . . . . . . . . . . . . . . . . . . . . . . . . . . . . . . . . . . . . . . . . . . . . . . . . . . . . . . . . . . . . . . . . . . . . . . . . . . . . . . . . . . . . . . . . . . . . . . . . . . . . . . . . . . . . . . . . . . . . . . . . . . . . . . . . . . . . . . . . . . . . . . . . . . . . . . . . . . . . . . . . . . . . . . . . . . . . . . . . . . . . . . . . . .: [378, 239, 1630, 250]
- dot-leader: . . . . . . . . . . . . . . . . . . . . . . . . . . . . . . . . . . . . . . . . . . . . . . . . . . . . . . . . . . . . . . . . . . . . . . . . . . . . . . . . . . . . . . . . . . . . . . . . . . . . . . . . . . . . . . . . . . . . . . . . . . . . . . . . . . . . . . . . . . . . . . . . . . . . . . . . . . . . . . . . . . . . . . . . . . . . . . . . . . . . . . . . . . . . . . . . . . . . . . . . . . . . . . . . . . . . . . . . . . . .: [400, 711, 1652, 722]
- dot-leader: . . . . . . . . . . . . . . . . . . . . . . . . . . . . . . . . . . . . . . . . . . . . . . . . . . . . . . . . . . . . . . . . . . . . . . . . . . . . . . . . . . . . . . . . . . . . . . . . . . . . . . . . . . . . . . . . . . . . . . . . . . . . . . . . . . . . . . . . . . . . . . . . . . . . . . . . . . . . . . . . . . . . . . . . . . . . . . . . . . . . . . . . . . . . . . . . . . . . . . . . . . . . . . . . . . . . . . . . . . . .: [443, 673, 1695, 684]
- toc-entry[interactable]: [108, 557, 1614, 577]
- dot-leader: . . . . . . . . . . . . . . . . . . . . . . . . . . . . . . . . . . . . . . . . . . . . . . . . . . . . . . . . . . . . . . . . . . . . . . . . . . . . . . . . . . . . . . . . . . . . . . . . . . . . . . . . . . . . . . . . . . . . . . . . . . . . . . . . . . . . . . . . . . . . . . . . . . . . . . . . . . . . . . . . . . . . . . . . . . . . . . . . . . . . . . . . . . . . . . . . . . . . . . . . . . . . . . . . . . . . . . . . . . . .: [399, 1259, 1651, 1270]
- dot-leader: . . . . . . . . . . . . . . . . . . . . . . . . . . . . . . . . . . . . . . . . . . . . . . . . . . . . . . . . . . . . . . . . . . . . . . . . . . . . . . . . . . . . . . . . . . . . . . . . . . . . . . . . . . . . . . . . . . . . . . . . . . . . . . . . . . . . . . . . . . . . . . . . . . . . . . . . . . . . . . . . . . . . . . . . . . . . . . . . . . . . . . . . . . . . . . . . . . . . . . . . . . . . . . . . . . . . . . . . . . . .: [473, 920, 1725, 931]
- toc-entry-page: 131: [1593, 406, 1612, 421]
- toc-entry-title: № 110. Суп-пюре из шампиньонов и ершей: [166, 708, 399, 723]
- toc-entry[interactable]: [108, 1369, 1618, 1389]
- toc-entry[interactable]: [108, 387, 1675, 407]
- toc-entry-title: № 128. Суп из налима: [166, 1143, 285, 1158]
- toc-entry-page: 133: [1611, 519, 1631, 534]
- toc-entry-title: № 101. Суп-пюре из хлеба с вином: [166, 519, 354, 534]
- toc-entry-title: № 111. Суп-пюре из свежих грибов: [166, 727, 356, 742]
- toc-entry[interactable]: [108, 803, 1622, 822]
- toc-entry-page: 143: [1673, 1067, 1693, 1082]
- toc-entry-title: № 124. Уха из угря: [166, 1048, 268, 1063]
- toc-entry[interactable]: [108, 784, 1644, 803]
- dot-leader: . . . . . . . . . . . . . . . . . . . . . . . . . . . . . . . . . . . . . . . . . . . . . . . . . . . . . . . . . . . . . . . . . . . . . . . . . . . . . . . . . . . . . . . . . . . . . . . . . . . . . . . . . . . . . . . . . . . . . . . . . . . . . . . . . . . . . . . . . . . . . . . . . . . . . . . . . . . . . . . . . . . . . . . . . . . . . . . . . . . . . . . . . . . . . . . . . . . . . . . . . . . . . . . . . . . . . . . . . . . .: [387, 1391, 1639, 1402]
- toc-entry-title: № 107. Суп-пюре из сельдерея: [166, 651, 331, 666]
- toc-entry-title: № 117. Уха из ершей, окуней, сига и налимов с оттяжкой: [166, 917, 472, 932]
- dot-leader: . . . . . . . . . . . . . . . . . . . . . . . . . . . . . . . . . . . . . . . . . . . . . . . . . . . . . . . . . . . . . . . . . . . . . . . . . . . . . . . . . . . . . . . . . . . . . . . . . . . . . . . . . . . . . . . . . . . . . . . . . . . . . . . . . . . . . . . . . . . . . . . . . . . . . . . . . . . . . . . . . . . . . . . . . . . . . . . . . . . . . . . . . . . . . . . . . . . . . . . . . . . . . . . . . . . . . . . . . . . .: [399, 390, 1651, 401]
- dot-leader: . . . . . . . . . . . . . . . . . . . . . . . . . . . . . . . . . . . . . . . . . . . . . . . . . . . . . . . . . . . . . . . . . . . . . . . . . . . . . . . . . . . . . . . . . . . . . . . . . . . . . . . . . . . . . . . . . . . . . . . . . . . . . . . . . . . . . . . . . . . . . . . . . . . . . . . . . . . . . . . . . . . . . . . . . . . . . . . . . . . . . . . . . . . . . . . . . . . . . . . . . . . . . . . . . . . . . . . . . . . .: [247, 1202, 1499, 1213]
- toc-entry-title: № 83. Суп-пюре из домашней утки: [166, 142, 354, 156]
- toc-entry[interactable]: [108, 1407, 1617, 1426]
- toc-entry[interactable]: [108, 670, 1719, 690]
- dot-leader: . . . . . . . . . . . . . . . . . . . . . . . . . . . . . . . . . . . . . . . . . . . . . . . . . . . . . . . . . . . . . . . . . . . . . . . . . . . . . . . . . . . . . . . . . . . . . . . . . . . . . . . . . . . . . . . . . . . . . . . . . . . . . . . . . . . . . . . . . . . . . . . . . . . . . . . . . . . . . . . . . . . . . . . . . . . . . . . . . . . . . . . . . . . . . . . . . . . . . . . . . . . . . . . . . . . . . . . . . . . .: [303, 163, 1555, 174]
- dot-leader: . . . . . . . . . . . . . . . . . . . . . . . . . . . . . . . . . . . . . . . . . . . . . . . . . . . . . . . . . . . . . . . . . . . . . . . . . . . . . . . . . . . . . . . . . . . . . . . . . . . . . . . . . . . . . . . . . . . . . . . . . . . . . . . . . . . . . . . . . . . . . . . . . . . . . . . . . . . . . . . . . . . . . . . . . . . . . . . . . . . . . . . . . . . . . . . . . . . . . . . . . . . . . . . . . . . . . . . . . . . .: [297, 1296, 1549, 1307]
- toc-entry[interactable]: [108, 1256, 1675, 1275]
- toc-entry-page: 140: [1414, 897, 1435, 913]
- toc-section-heading[interactable]: [108, 538, 1665, 558]
- dot-leader: . . . . . . . . . . . . . . . . . . . . . . . . . . . . . . . . . . . . . . . . . . . . . . . . . . . . . . . . . . . . . . . . . . . . . . . . . . . . . . . . . . . . . . . . . . . . . . . . . . . . . . . . . . . . . . . . . . . . . . . . . . . . . . . . . . . . . . . . . . . . . . . . . . . . . . . . . . . . . . . . . . . . . . . . . . . . . . . . . . . . . . . . . . . . . . . . . . . . . . . . . . . . . . . . . . . . . . . . . . . .: [426, 1032, 1678, 1043]
- toc-entry-title: № 140. Солянка рыбная сборная: [166, 1407, 340, 1422]
- toc-entry-title: № 106. Суп-пюре из моркови или брюквы: [166, 633, 392, 648]
- toc-entry-page: 139: [1472, 871, 1499, 891]
- toc-entry-title: Мясные супы с пюре из овощей и зелени: [136, 235, 377, 251]
- toc-entry[interactable]: [108, 1388, 1663, 1408]
- toc-entry-page: 137: [1726, 745, 1746, 760]
- toc-entry[interactable]: [108, 519, 1631, 539]
- dot-leader: . . . . . . . . . . . . . . . . . . . . . . . . . . . . . . . . . . . . . . . . . . . . . . . . . . . . . . . . . . . . . . . . . . . . . . . . . . . . . . . . . . . . . . . . . . . . . . . . . . . . . . . . . . . . . . . . . . . . . . . . . . . . . . . . . . . . . . . . . . . . . . . . . . . . . . . . . . . . . . . . . . . . . . . . . . . . . . . . . . . . . . . . . . . . . . . . . . . . . . . . . . . . . . . . . . . . . . . . . . . .: [543, 1184, 1795, 1195]
- toc-entry-title: № 86. Суп-пюре из дичи (Marie Louise): [166, 198, 377, 213]
- toc-entry-page: 140: [1729, 917, 1749, 932]
- toc-entry[interactable]: [108, 917, 1749, 936]
- toc-entry[interactable]: [108, 614, 1613, 633]
- toc-entry-page: 134: [1605, 576, 1625, 591]
- page-title: ОГЛАВЛЕНИЕ: [427, 68, 560, 87]
- dot-leader: . . . . . . . . . . . . . . . . . . . . . . . . . . . . . . . . . . . . . . . . . . . . . . . . . . . . . . . . . . . . . . . . . . . . . . . . . . . . . . . . . . . . . . . . . . . . . . . . . . . . . . . . . . . . . . . . . . . . . . . . . . . . . . . . . . . . . . . . . . . . . . . . . . . . . . . . . . . . . . . . . . . . . . . . . . . . . . . . . . . . . . . . . . . . . . . . . . . . . . . . . . . . . . . . . . . . . . . . . . . .: [395, 768, 1647, 779]
- toc-entry-page: 127: [1633, 235, 1654, 251]
- toc-entry-title: № 135. Борщ из карасей: [166, 1293, 296, 1308]
- toc-entry[interactable]: [108, 1293, 1573, 1313]
